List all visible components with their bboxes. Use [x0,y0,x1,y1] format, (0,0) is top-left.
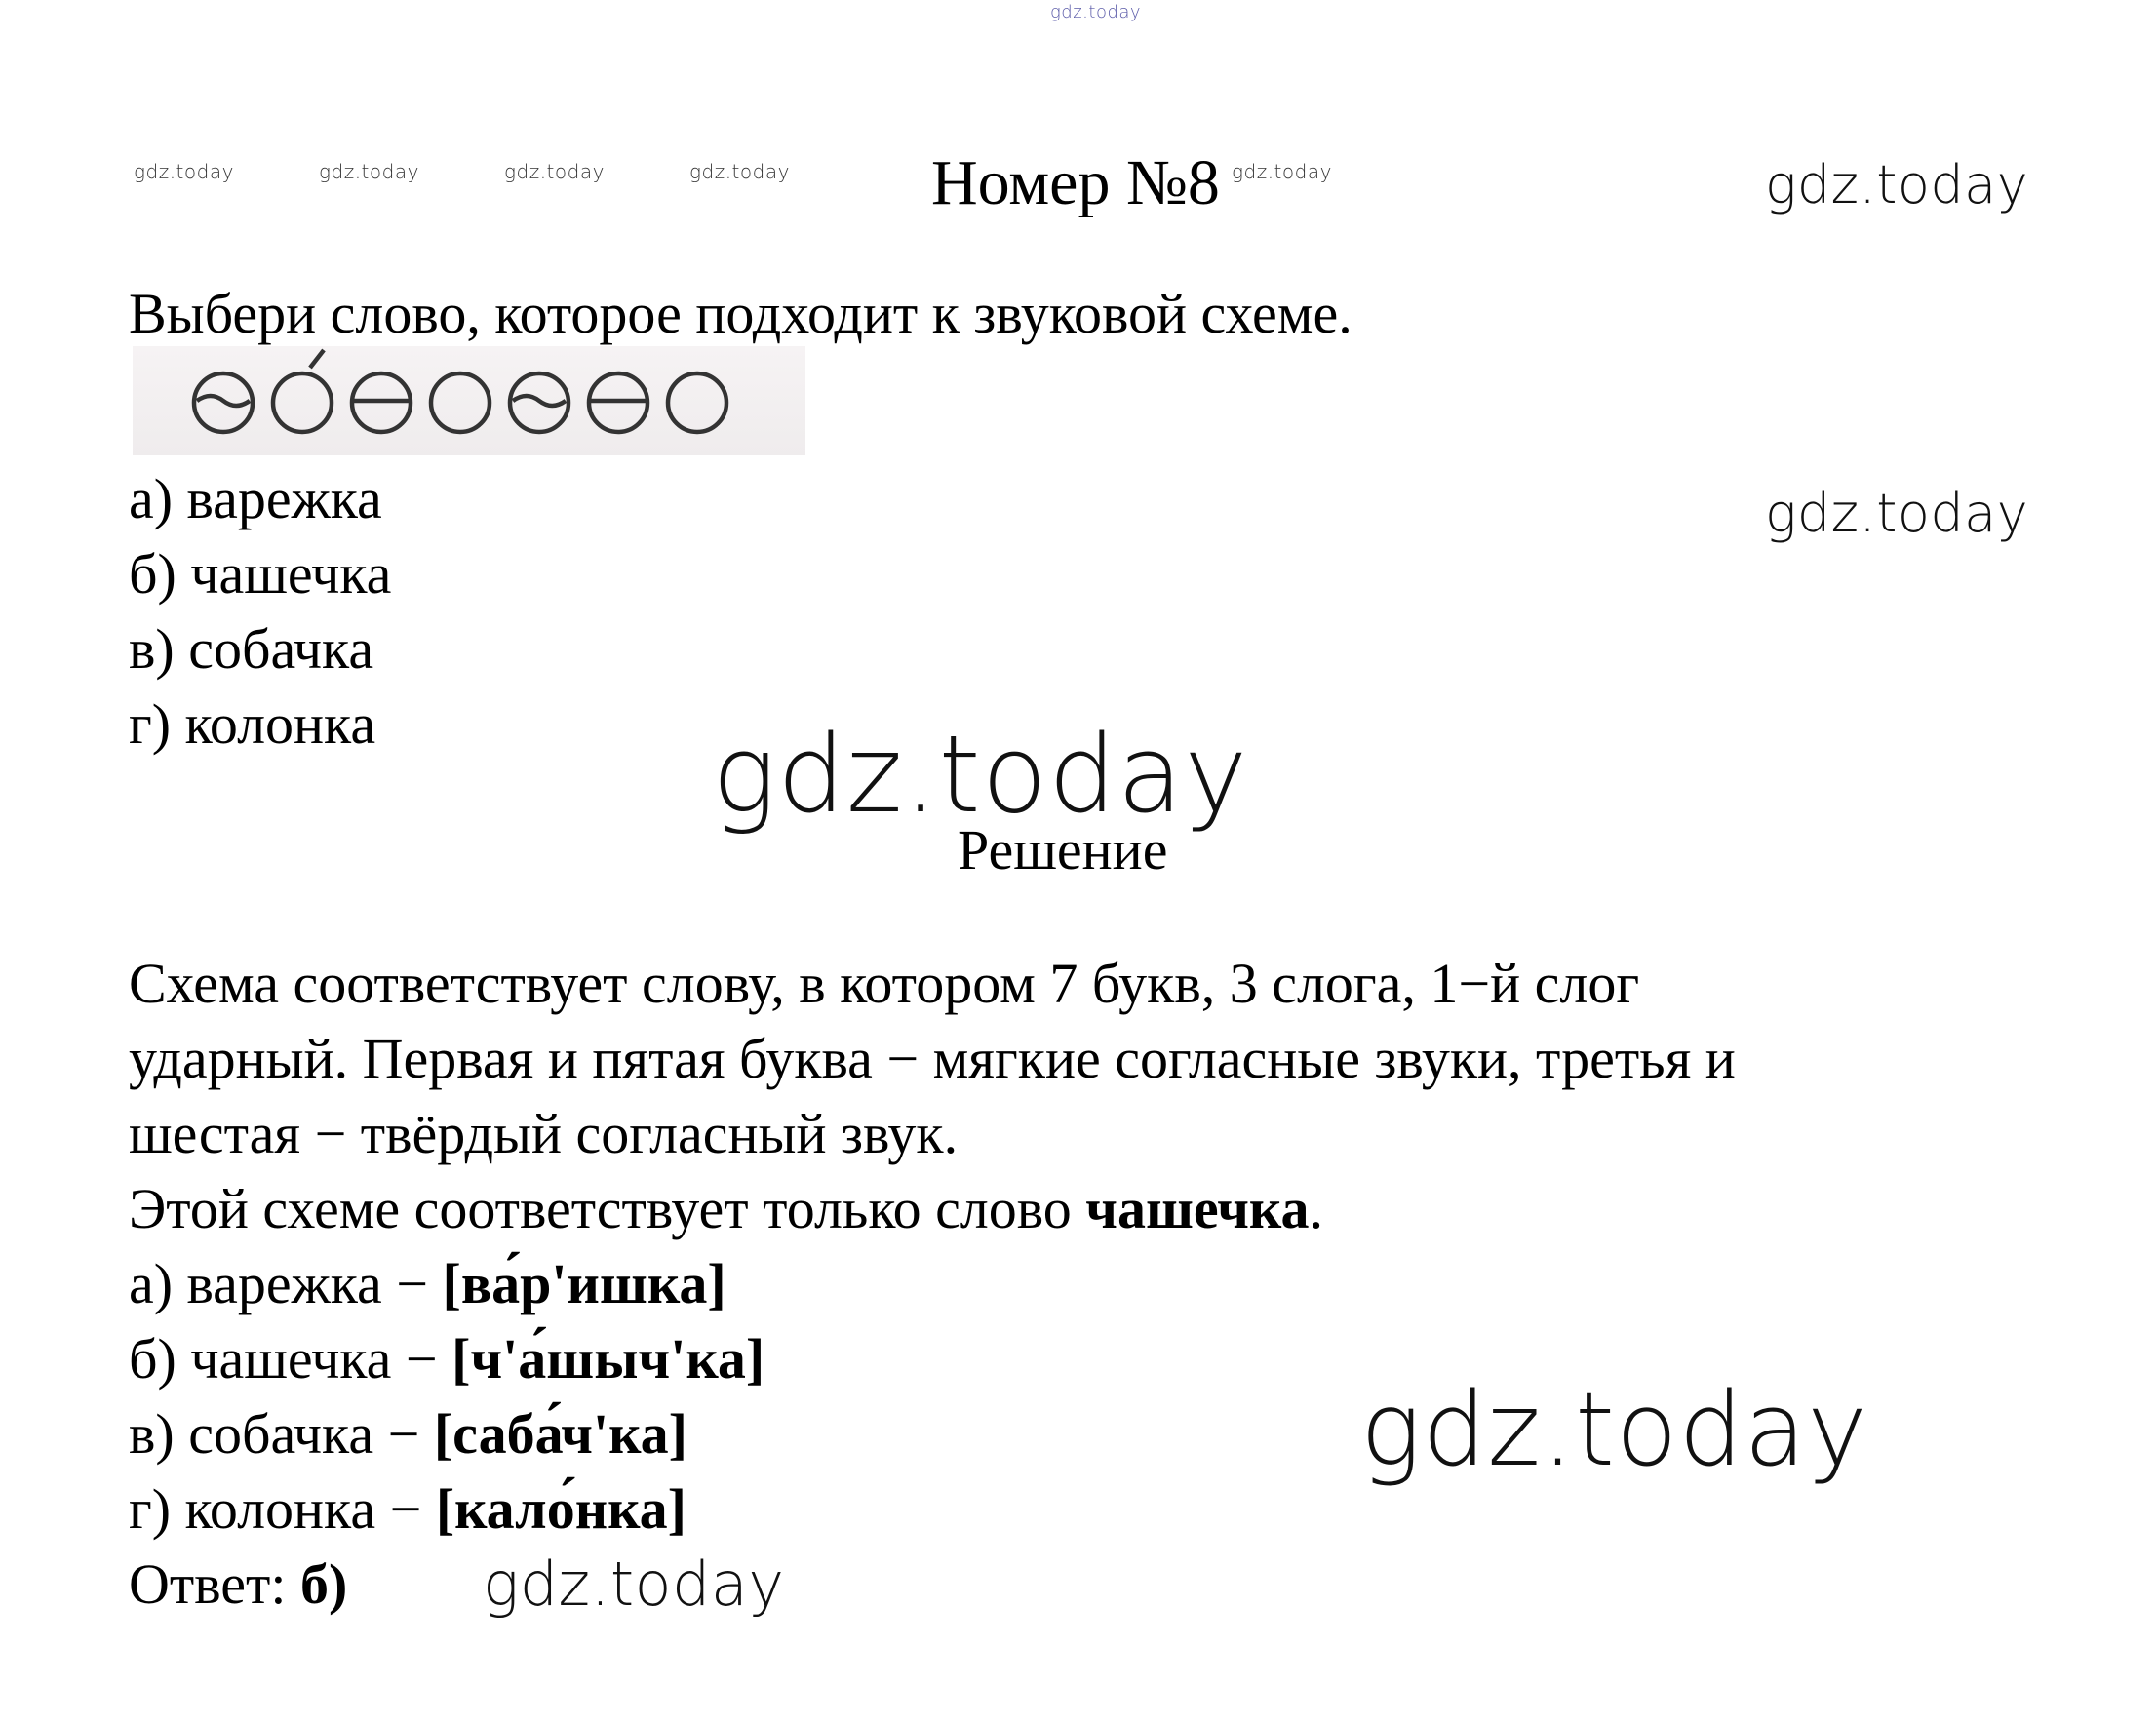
transcription-a [129,1251,726,1316]
option-v: в) собачка [129,617,374,681]
watermark-small-3: gdz.today [504,160,605,183]
transcription-v [129,1401,687,1467]
solution-line-1: Схема соответствует слову, в котором 7 букв, 3 слога, 1−й слог [129,952,1640,1015]
watermark-right-top: gdz.today [1765,154,2029,216]
transcription-label: б) чашечка − [129,1327,452,1391]
transcription-value: [саба́ч'ка] [433,1402,687,1466]
solution-conclusion [129,1176,1323,1241]
transcription-b [129,1326,764,1392]
transcription-label: в) собачка − [129,1402,434,1466]
conclusion-prefix: Этой схеме соответствует только слово [129,1177,1086,1240]
transcription-label: а) варежка − [129,1252,443,1315]
solution-heading: Решение [958,818,1168,882]
watermark-bottom-right: gdz.today [1360,1370,1868,1489]
sound-scheme [133,346,805,455]
option-b: б) чашечка [129,542,392,606]
watermark-right-mid: gdz.today [1765,483,2029,544]
solution-line-3: шестая − твёрдый согласный звук. [129,1102,959,1165]
watermark-small-2: gdz.today [319,160,419,183]
transcription-value: [кало́нка] [435,1477,686,1541]
option-a: а) варежка [129,467,382,530]
transcription-label: г) колонка − [129,1477,436,1541]
option-g: г) колонка [129,692,376,756]
task-question: Выбери слово, которое подходит к звуковой схеме. [129,282,1352,345]
watermark-center: gdz.today [712,712,1249,837]
answer-label: Ответ: [129,1552,300,1616]
answer [129,1551,347,1617]
conclusion-suffix: . [1309,1177,1323,1240]
transcription-g [129,1476,686,1542]
watermark-top: gdz.today [1050,2,1142,22]
transcription-value: [ч'а́шыч'ка] [451,1327,765,1391]
watermark-bottom-left: gdz.today [483,1549,785,1620]
conclusion-word: чашечка [1085,1177,1310,1240]
watermark-small-1: gdz.today [134,160,234,183]
page-title: Номер №8 [931,147,1220,218]
watermark-small-5: gdz.today [1232,160,1332,183]
sound-scheme-icon [133,346,805,455]
transcription-value: [ва́р'ишка] [442,1252,726,1315]
watermark-small-4: gdz.today [689,160,790,183]
solution-line-2: ударный. Первая и пятая буква − мягкие согласные звуки, третья и [129,1027,1736,1090]
answer-value: б) [299,1552,348,1616]
